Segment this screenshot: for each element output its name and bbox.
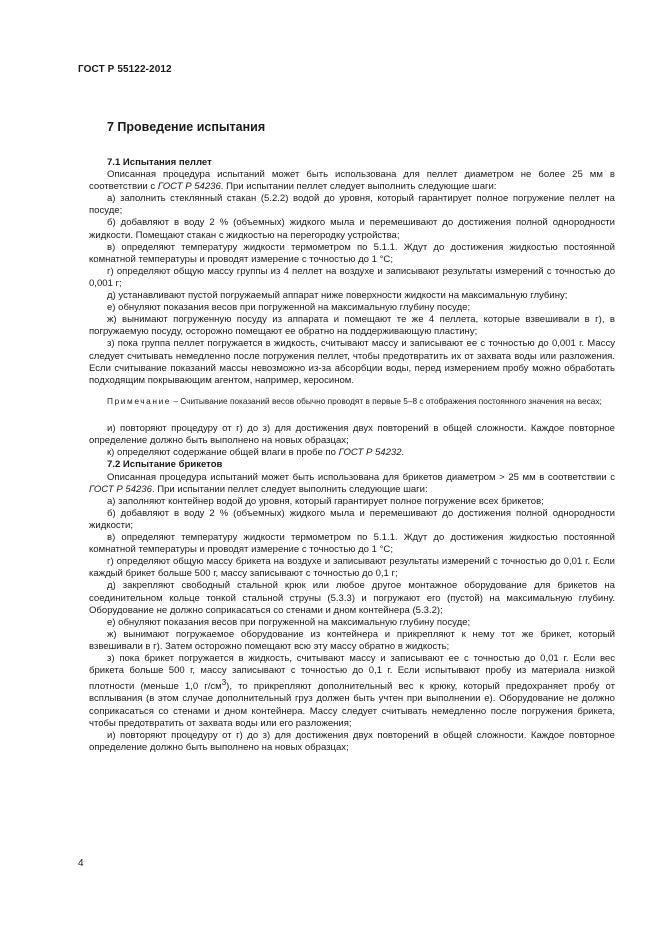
paragraph-briquettes-intro: Описанная процедура испытаний может быть использована для брикетов диаметром > 25 мм в соответствии с ГОСТ Р 54236. При испытании пеллет следует выполнить следующие шаги: xyxy=(89,471,615,495)
step-briquettes-h: з) пока брикет погружается в жидкость, считывают массу и записывают ее с точностью до 0,01 г. Если вес брикета больше 500 г, массу записывают с точностью до 0,1 г. Если испытывают пробу из материала низкой плотности (меньше 1,0 $г/см^3$), то прикрепляют дополнительный вес к крюку, который предохраняет пробу от всплывания (в этом случае дополнительный груз должен быть учтен при выполнении е). Оборудование не должно соприкасаться со стенами и дном контейнера. Массу следует считывать немедленно после погружения брикета, чтобы предотвратить от захвата воды или его разложения; xyxy=(89,652,615,729)
subsection-heading-briquettes: 7.2 Испытание брикетов xyxy=(107,459,223,471)
step-pellets-a: а) заполнить стеклянный стакан (5.2.2) водой до уровня, который гарантирует полное погружение пеллет на посуде; xyxy=(89,193,615,217)
step-briquettes-f: е) обнуляют показания весов при погруженной на максимальную глубину посуде; xyxy=(107,616,471,628)
document-code: ГОСТ Р 55122-2012 xyxy=(78,64,172,75)
step-briquettes-b: б) добавляют в воду 2 % (объемных) жидкого мыла и перемешивают до достижения полной однородности жидкости; xyxy=(89,507,615,531)
page-number: 4 xyxy=(78,858,84,869)
standard-reference: ГОСТ Р 54232 xyxy=(338,447,402,459)
standard-reference: ГОСТ Р 54236 xyxy=(89,483,152,495)
section-title: 7 Проведение испытания xyxy=(107,120,266,134)
step-pellets-h: з) пока группа пеллет погружается в жидкость, считывают массу и записывают ее с точностью до 0,001 г. Массу следует считывать немедленно после погружения пеллет, чтобы предотвратить их от захвата воды или разложения. Если считывание показаний массы невозможно из-за абсорбции воды, перед измерением пробу можно обработать подходящим покрывающим агентом, например, керосином. xyxy=(89,338,615,386)
document-body xyxy=(89,157,615,754)
note-label: Примечание xyxy=(107,395,172,406)
step-pellets-d: г) определяют общую массу группы из 4 пеллет на воздухе и записывают результаты измерений с точностью до 0,001 г; xyxy=(89,265,615,289)
step-briquettes-a: а) заполняют контейнер водой до уровня, который гарантирует полное погружение всех брикетов; xyxy=(107,495,544,507)
step-briquettes-d: г) определяют общую массу брикета на воздухе и записывают результаты измерений с точностью до 0,01 г. Если каждый брикет больше 500 г, массу записывают с точностью до 0,1 г; xyxy=(89,556,615,580)
step-pellets-f: е) обнуляют показания весов при погруженной на максимальную глубину посуде; xyxy=(107,302,471,314)
step-pellets-i: и) повторяют процедуру от г) до з) для достижения двух повторений в общей сложности. Каждое повторное определение должно быть выполнено на новых образцах; xyxy=(89,423,615,447)
step-briquettes-i: и) повторяют процедуру от г) до з) для достижения двух повторений в общей сложности. Каждое повторное определение должно быть выполнено на новых образцах; xyxy=(89,729,615,753)
step-pellets-g: ж) вынимают погруженную посуду из аппарата и помещают те же 4 пеллета, которые взвешивали в г), в погружаемую посуду, осторожно помещают ее обратно на поддерживающую пластину; xyxy=(89,314,615,338)
superscript: 3 xyxy=(221,678,227,688)
paragraph-pellets-intro: Описанная процедура испытаний может быть использована для пеллет диаметром не более 25 мм в соответствии с ГОСТ Р 54236. При испытании пеллет следует выполнить следующие шаги: xyxy=(89,169,615,193)
step-pellets-e: д) устанавливают пустой погружаемый аппарат ниже поверхности жидкости на максимальную глубину; xyxy=(107,290,568,302)
standard-reference: ГОСТ Р 54236 xyxy=(157,181,221,193)
step-pellets-c: в) определяют температуру жидкости термометром по 5.1.1. Ждут до достижения жидкостью постоянной комнатной температуры и проводят измерение с точностью до 1 °С; xyxy=(89,241,615,265)
step-briquettes-g: ж) вынимают погружаемое оборудование из контейнера и прикрепляют к нему тот же брикет, который взвешивали в г). Затем осторожно помещают всю эту массу обратно в жидкость; xyxy=(89,628,615,652)
subsection-heading-pellets: 7.1 Испытания пеллет xyxy=(107,157,212,168)
step-briquettes-c: в) определяют температуру жидкости термометром по 5.1.1. Ждут до достижения жидкостью постоянной комнатной температуры и проводят измерение с точностью до 1 °С; xyxy=(89,532,615,556)
note: Примечание – Считывание показаний весов обычно проводят в первые 5–8 с отображения постоянного значения на весах; xyxy=(107,395,602,406)
step-pellets-b: б) добавляют в воду 2 % (объемных) жидкого мыла и перемешивают до достижения полной однородности жидкости. Помещают стакан с жидкостью на перегородку устройства; xyxy=(89,217,615,241)
step-pellets-k: к) определяют содержание общей влаги в пробе по ГОСТ Р 54232. xyxy=(107,447,405,459)
step-briquettes-e: д) закрепляют свободный стальной крюк или любое другое монтажное оборудование для брикетов на соединительном кольце тонкой стальной струны (5.3.3) и погружают его (пустой) на максимальную глубину. Оборудование не должно соприкасаться со стенами и дном контейнера (5.3.2); xyxy=(89,580,615,616)
